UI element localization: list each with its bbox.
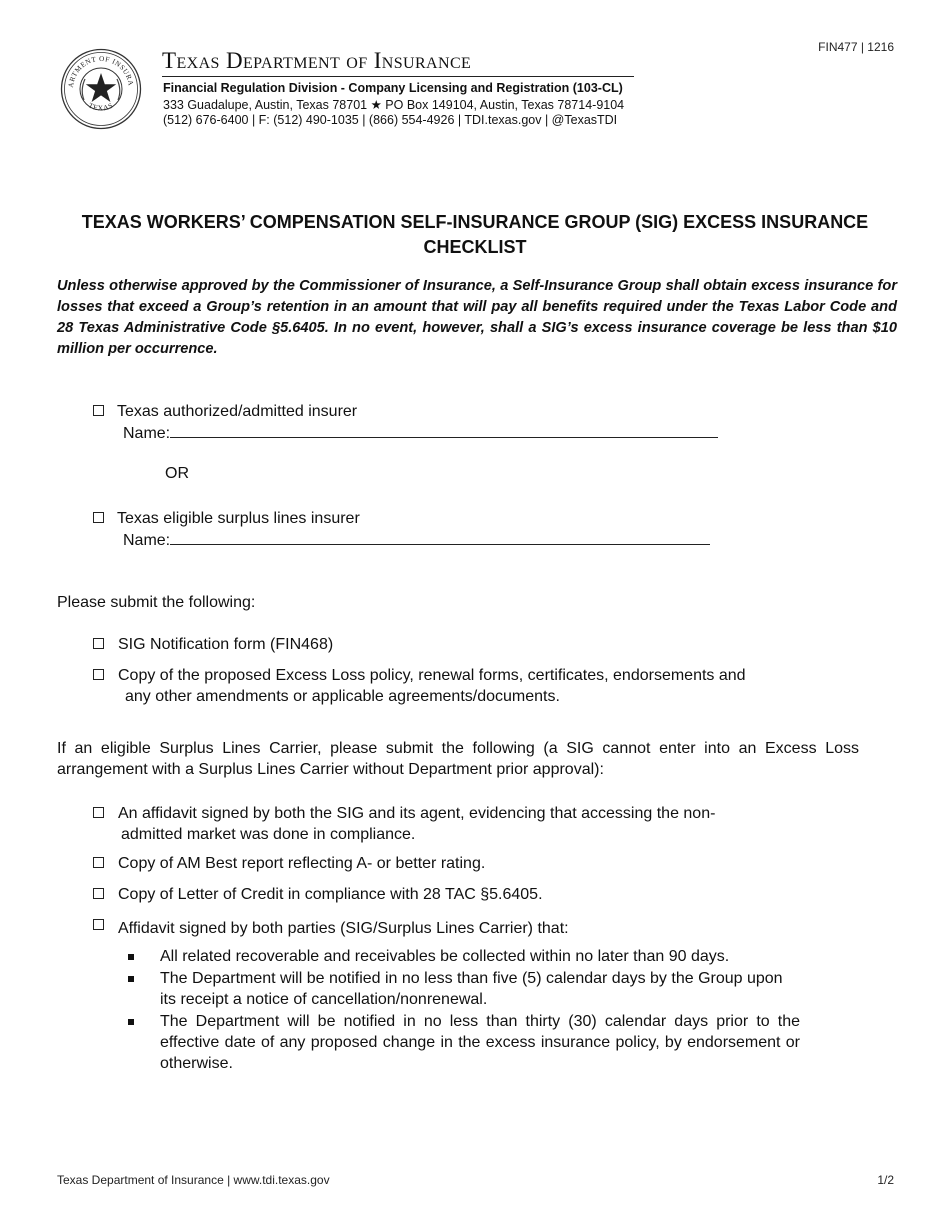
parties-affidavit-label: Affidavit signed by both parties (SIG/Surplus Lines Carrier) that: [118, 920, 569, 937]
po-box-address: PO Box 149104, Austin, Texas 78714-9104 [385, 98, 625, 112]
affidavit-bullet-text: The Department will be notified in no less than five (5) calendar days by the Group upon its receipt a notice of cancellation/nonrenewal. [160, 970, 783, 1008]
seal-top-text: ARTMENT OF INSURA [66, 54, 135, 89]
excess-loss-policy-label: Copy of the proposed Excess Loss policy, renewal forms, certificates, endorsements and [118, 667, 746, 684]
notification-form-label: SIG Notification form (FIN468) [118, 636, 334, 653]
street-address: 333 Guadalupe, Austin, Texas 78701 [163, 98, 368, 112]
bullet-icon [128, 954, 134, 960]
surplus-insurer-name-row [123, 529, 710, 551]
surplus-name-label: Name: [123, 532, 171, 549]
bullet-icon [128, 1019, 134, 1025]
seal-bottom-text: TEXAS [87, 101, 115, 113]
letter-of-credit-label: Copy of Letter of Credit in compliance with 28 TAC §5.6405. [118, 886, 543, 903]
title-line-1: TEXAS WORKERS’ COMPENSATION SELF-INSURANCE GROUP (SIG) EXCESS INSURANCE [81, 212, 869, 232]
affidavit-bullet-text: All related recoverable and receivables be collected within no later than 90 days. [160, 948, 730, 965]
parties-affidavit-checkbox[interactable] [93, 919, 104, 930]
texas-seal-logo [60, 48, 142, 130]
header-rule [162, 76, 634, 77]
affidavit-bullet-text: The Department will be notified in no less than thirty (30) calendar days prior to the effective date of any proposed change in the excess insurance policy, by endorsement or otherwise. [160, 1013, 800, 1072]
admitted-insurer-name-row [123, 422, 718, 444]
surplus-lines-heading: If an eligible Surplus Lines Carrier, please submit the following (a SIG cannot enter into an Excess Loss arrangement with a Surplus Lines Carrier without Department prior approval): [57, 740, 859, 778]
title-line-2: CHECKLIST [423, 237, 527, 257]
or-label: OR [165, 465, 189, 482]
contact-line: (512) 676-6400 | F: (512) 490-1035 | (866) 554-4926 | TDI.texas.gov | @TexasTDI [163, 113, 618, 127]
admitted-insurer-name-field[interactable] [170, 422, 718, 438]
address-line [163, 97, 624, 112]
submit-heading: Please submit the following: [57, 594, 256, 611]
svg-text:TEXAS [87, 101, 115, 112]
surplus-insurer-name-field[interactable] [170, 529, 710, 545]
intro-paragraph: Unless otherwise approved by the Commissioner of Insurance, a Self-Insurance Group shall obtain excess insurance for losses that exceed a Group’s retention in an amount that will pay all benefits required under the Texas Labor Code and 28 Texas Administrative Code §5.6405. In no event, however, shall a SIG’s excess insurance coverage be less than $10 million per occurrence. [57, 278, 897, 357]
form-number: FIN477 | 1216 [818, 40, 894, 54]
notification-form-checkbox[interactable] [93, 638, 104, 649]
footer-agency: Texas Department of Insurance | www.tdi.texas.gov [57, 1173, 330, 1187]
agent-affidavit-label: An affidavit signed by both the SIG and its agent, evidencing that accessing the non- [118, 805, 716, 822]
bullet-icon [128, 976, 134, 982]
surplus-insurer-label: Texas eligible surplus lines insurer [117, 510, 360, 527]
am-best-label: Copy of AM Best report reflecting A- or better rating. [118, 855, 486, 872]
document-title [60, 210, 890, 260]
division-name: Financial Regulation Division - Company Licensing and Registration (103-CL) [163, 81, 623, 95]
am-best-checkbox[interactable] [93, 857, 104, 868]
excess-loss-policy-label-cont: any other amendments or applicable agreements/documents. [125, 688, 560, 705]
admitted-insurer-label: Texas authorized/admitted insurer [117, 403, 358, 420]
star-separator-icon: ★ [370, 98, 382, 112]
page-number: 1/2 [877, 1173, 894, 1187]
letter-of-credit-checkbox[interactable] [93, 888, 104, 899]
organization-name: Texas Department of Insurance [162, 48, 472, 73]
admitted-insurer-checkbox[interactable] [93, 405, 104, 416]
agent-affidavit-checkbox[interactable] [93, 807, 104, 818]
agent-affidavit-label-cont: admitted market was done in compliance. [121, 826, 416, 843]
surplus-insurer-checkbox[interactable] [93, 512, 104, 523]
admitted-name-label: Name: [123, 425, 171, 442]
excess-loss-policy-checkbox[interactable] [93, 669, 104, 680]
